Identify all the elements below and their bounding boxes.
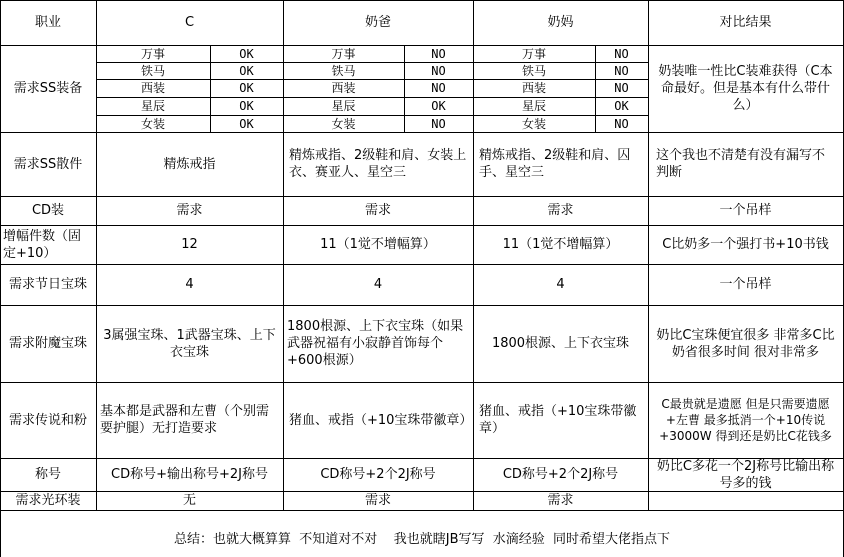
- ss-naima-status: OK: [614, 99, 629, 113]
- ss-item: 星辰: [521, 99, 546, 113]
- naiba-value: 猪血、戒指（+10宝珠带徽章）: [289, 412, 473, 428]
- ss-naiba-status: NO: [431, 46, 446, 61]
- ss-naiba-status: NO: [431, 81, 446, 95]
- header-naiba: 奶爸: [364, 15, 391, 30]
- c-value: 基本都是武器和左曹（个别需要护腿）无打造要求: [100, 404, 270, 436]
- result-value: 一个吊样: [719, 203, 772, 218]
- c-value: 无: [182, 493, 196, 508]
- ss-c-status: OK: [239, 63, 254, 78]
- ss-naima-status: NO: [614, 63, 629, 78]
- ss-equip-label: 需求SS装备: [13, 81, 83, 96]
- row-label: 称号: [34, 467, 61, 482]
- row-label: 需求节日宝珠: [8, 277, 87, 292]
- row-label: 需求传说和粉: [8, 412, 87, 428]
- row-label: 需求附魔宝珠: [8, 336, 87, 351]
- ss-naiba-status: OK: [431, 99, 446, 113]
- ss-item: 铁马: [521, 63, 546, 78]
- ss-item: 星辰: [140, 99, 165, 113]
- row-label: 需求光环装: [15, 493, 81, 508]
- naima-value: CD称号+2个2J称号: [502, 467, 619, 482]
- ss-c-status: OK: [239, 81, 254, 95]
- ss-item: 星辰: [331, 99, 356, 113]
- c-value: 4: [185, 277, 194, 292]
- c-value: 精炼戒指: [163, 156, 216, 172]
- ss-c-status: OK: [239, 46, 254, 61]
- header-c: C: [184, 15, 195, 30]
- naiba-value: 精炼戒指、2级鞋和肩、女装上衣、赛亚人、星空三: [289, 148, 467, 180]
- result-value: 这个我也不清楚有没有漏写不判断: [656, 148, 826, 180]
- row-label: CD装: [31, 203, 65, 218]
- ss-item: 万事: [331, 46, 356, 61]
- result-value: C最贵就是遗愿 但是只需要遗愿+左曹 最多抵消一个+10传说+3000W 得到还是奶比C花钱多: [659, 397, 832, 443]
- row-label: 需求SS散件: [13, 156, 83, 172]
- ss-item: 万事: [140, 46, 165, 61]
- result-value: 奶比C多花一个2J称号比输出称号多的钱: [656, 458, 835, 491]
- header-result: 对比结果: [719, 15, 772, 30]
- ss-naiba-status: NO: [431, 116, 446, 131]
- ss-naima-status: NO: [614, 116, 629, 131]
- ss-item: 西装: [331, 81, 356, 95]
- ss-item: 铁马: [140, 63, 165, 78]
- naima-value: 精炼戒指、2级鞋和肩、囚手、星空三: [479, 148, 631, 180]
- ss-item: 西装: [521, 81, 546, 95]
- ss-item: 女装: [331, 116, 356, 131]
- ss-item: 铁马: [331, 63, 356, 78]
- naiba-value: 需求: [364, 493, 391, 508]
- ss-naiba-status: NO: [431, 63, 446, 78]
- ss-item: 万事: [521, 46, 546, 61]
- c-value: 需求: [176, 203, 203, 218]
- c-value: 12: [181, 237, 198, 252]
- naiba-value: CD称号+2个2J称号: [320, 467, 436, 482]
- ss-c-status: OK: [239, 116, 254, 131]
- row-label: 增幅件数（固定+10）: [3, 228, 82, 261]
- ss-equip-result: 奶装唯一性比C装难获得（C本命最好。但是基本有什么带什么）: [658, 64, 833, 113]
- result-value: C比奶多一个强打书+10书钱: [662, 237, 829, 252]
- naiba-value: 4: [373, 277, 383, 292]
- result-value: 一个吊样: [719, 277, 772, 292]
- naima-value: 1800根源、上下衣宝珠: [491, 336, 630, 351]
- header-naima: 奶妈: [547, 15, 574, 30]
- ss-item: 女装: [140, 116, 165, 131]
- c-value: 3属强宝珠、1武器宝珠、上下衣宝珠: [103, 327, 276, 360]
- header-category: 职业: [34, 15, 61, 30]
- result-value: [648, 491, 843, 510]
- c-value: CD称号+输出称号+2J称号: [111, 467, 268, 482]
- ss-c-status: OK: [239, 99, 254, 113]
- result-value: 奶比C宝珠便宜很多 非常多C比奶省很多时间 很对非常多: [656, 327, 835, 360]
- ss-item: 西装: [140, 81, 165, 95]
- naima-value: 猪血、戒指（+10宝珠带徽章）: [479, 404, 637, 436]
- naima-value: 需求: [547, 203, 574, 218]
- ss-naima-status: NO: [614, 81, 629, 95]
- ss-item: 女装: [521, 116, 546, 131]
- naiba-value: 1800根源、上下衣宝珠（如果武器祝福有小寂静首饰每个+600根源）: [287, 319, 464, 368]
- ss-naima-status: NO: [614, 46, 629, 61]
- naima-value: 需求: [547, 493, 574, 508]
- naiba-value: 需求: [364, 203, 391, 218]
- summary-text: 总结：也就大概算算 不知道对不对 我也就瞎JB写写 水滴经验 同时希望大佬指点下: [173, 531, 671, 547]
- naima-value: 11（1觉不增幅算）: [502, 237, 619, 252]
- naima-value: 4: [556, 277, 565, 292]
- naiba-value: 11（1觉不增幅算）: [320, 237, 436, 252]
